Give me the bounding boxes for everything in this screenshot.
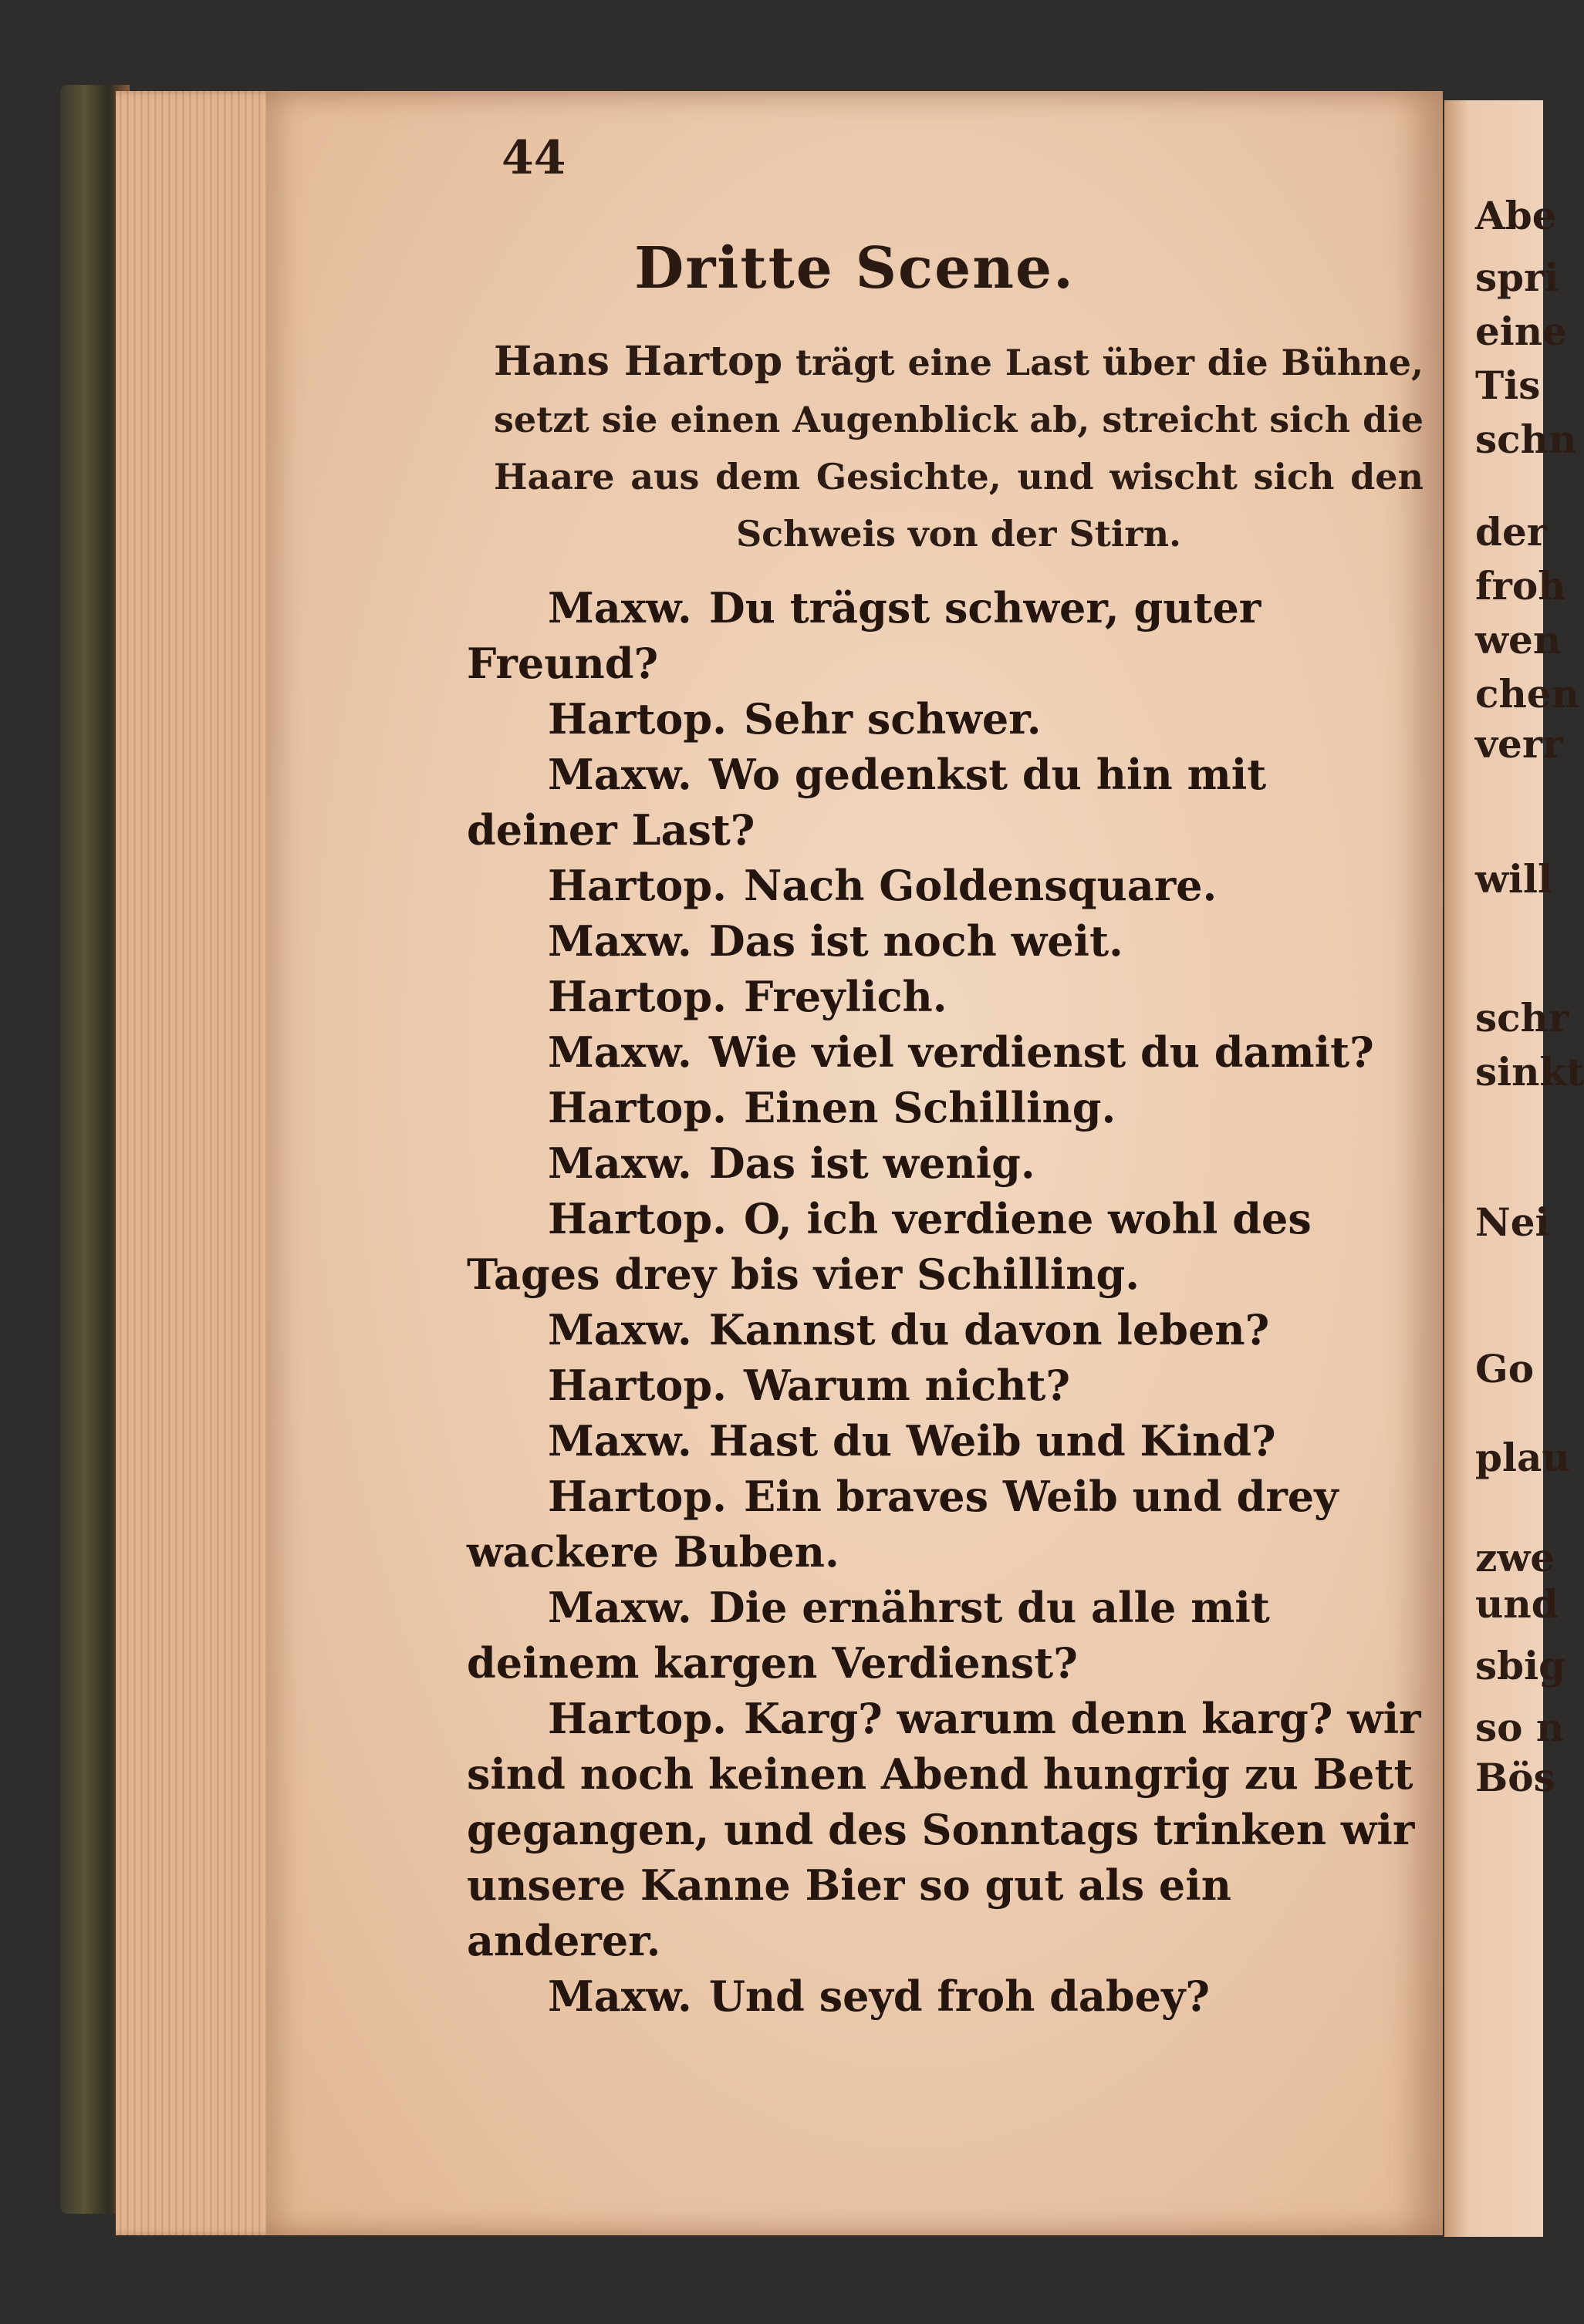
speaker: Maxw. [548, 583, 692, 632]
line-text: Das ist noch weit. [708, 916, 1123, 966]
next-page-fragment: der [1475, 509, 1548, 555]
speaker: Hartop. [548, 861, 727, 910]
next-page-fragment: schr [1475, 995, 1569, 1041]
next-page-fragment: will [1475, 856, 1553, 902]
stage-direction [494, 333, 1424, 562]
speaker: Maxw. [548, 1138, 692, 1188]
dialogue-line [467, 913, 1424, 969]
dialogue-line [467, 1469, 1424, 1580]
line-text: Die ernährst du alle mit deinem kargen Verdienst? [467, 1583, 1270, 1688]
line-text: Nach Goldensquare. [743, 861, 1218, 910]
speaker: Hartop. [548, 1361, 727, 1410]
next-page-fragment: wen [1475, 617, 1562, 663]
next-page-fragment: verr [1475, 721, 1563, 767]
next-page-fragment: schn [1475, 417, 1577, 462]
line-text: Sehr schwer. [743, 694, 1042, 744]
next-page-fragment: plau [1475, 1435, 1570, 1480]
speaker: Maxw. [548, 1972, 692, 2021]
next-page-fragment: froh [1475, 563, 1566, 609]
line-text: Hast du Weib und Kind? [708, 1416, 1276, 1466]
dialogue-line [467, 1968, 1424, 2024]
page-number: 44 [502, 131, 566, 185]
next-page-fragment: so n [1475, 1705, 1565, 1750]
dialogue [467, 580, 1424, 2024]
speaker: Hartop. [548, 1472, 727, 1521]
line-text: Ein braves Weib und drey wackere Buben. [467, 1472, 1339, 1577]
dialogue-line [467, 1413, 1424, 1469]
line-text: Warum nicht? [743, 1361, 1071, 1410]
next-page-fragment: Nei [1475, 1199, 1550, 1245]
speaker: Maxw. [548, 1583, 692, 1632]
dialogue-line [467, 1135, 1424, 1191]
speaker: Maxw. [548, 1027, 692, 1077]
line-text: Karg? warum denn karg? wir sind noch keinen Abend hungrig zu Bett gegangen, und des Sonntags trinken wir unsere Kanne Bier so gut als ein anderer. [467, 1694, 1421, 1965]
line-text: Einen Schilling. [743, 1083, 1116, 1132]
line-text: Wo gedenkst du hin mit deiner Last? [467, 750, 1267, 855]
speaker: Hartop. [548, 1694, 727, 1743]
dialogue-line [467, 1358, 1424, 1413]
next-page-fragment: und [1475, 1581, 1559, 1627]
dialogue-line [467, 969, 1424, 1024]
dialogue-line [467, 691, 1424, 747]
dialogue-line [467, 580, 1424, 691]
next-page-fragment: Tis [1475, 363, 1541, 408]
line-text: O, ich verdiene wohl des Tages drey bis vier Schilling. [467, 1194, 1312, 1299]
speaker: Maxw. [548, 1416, 692, 1466]
dialogue-line [467, 858, 1424, 913]
next-page-fragment: sbig [1475, 1643, 1566, 1688]
speaker: Maxw. [548, 916, 692, 966]
scene-title: Dritte Scene. [634, 235, 1075, 302]
stage-direction-text: trägt eine Last über die Bühne, setzt sie einen Augenblick ab, streicht sich die Haare aus dem Gesichte, und wischt sich den Schweis von der Stirn. [494, 342, 1424, 555]
stage-direction-name: Hans Hartop [494, 338, 783, 385]
next-page-fragment: spri [1475, 255, 1559, 300]
next-page-fragment: Go [1475, 1346, 1535, 1391]
line-text: Du trägst schwer, guter Freund? [467, 583, 1261, 688]
next-page-fragment: zwe [1475, 1535, 1555, 1580]
next-page-fragment: Abe [1475, 193, 1557, 238]
dialogue-line [467, 747, 1424, 858]
speaker: Hartop. [548, 694, 727, 744]
page-stack-edges [116, 91, 285, 2235]
speaker: Hartop. [548, 1194, 727, 1243]
next-page-fragment: eine [1475, 309, 1567, 354]
speaker: Maxw. [548, 750, 692, 799]
dialogue-line [467, 1080, 1424, 1135]
line-text: Und seyd froh dabey? [708, 1972, 1211, 2021]
dialogue-line [467, 1691, 1424, 1968]
dialogue-line [467, 1024, 1424, 1080]
next-page-fragment: chen [1475, 671, 1579, 717]
line-text: Das ist wenig. [708, 1138, 1035, 1188]
next-page-fragment: sinkt [1475, 1049, 1584, 1095]
line-text: Freylich. [743, 972, 947, 1021]
next-page-fragment: Bös [1475, 1755, 1555, 1800]
speaker: Hartop. [548, 972, 727, 1021]
dialogue-line [467, 1191, 1424, 1302]
line-text: Wie viel verdienst du damit? [708, 1027, 1374, 1077]
speaker: Hartop. [548, 1083, 727, 1132]
book-page-right-fragment [1444, 100, 1584, 2237]
speaker: Maxw. [548, 1305, 692, 1354]
dialogue-line [467, 1580, 1424, 1691]
line-text: Kannst du davon leben? [708, 1305, 1270, 1354]
dialogue-line [467, 1302, 1424, 1358]
